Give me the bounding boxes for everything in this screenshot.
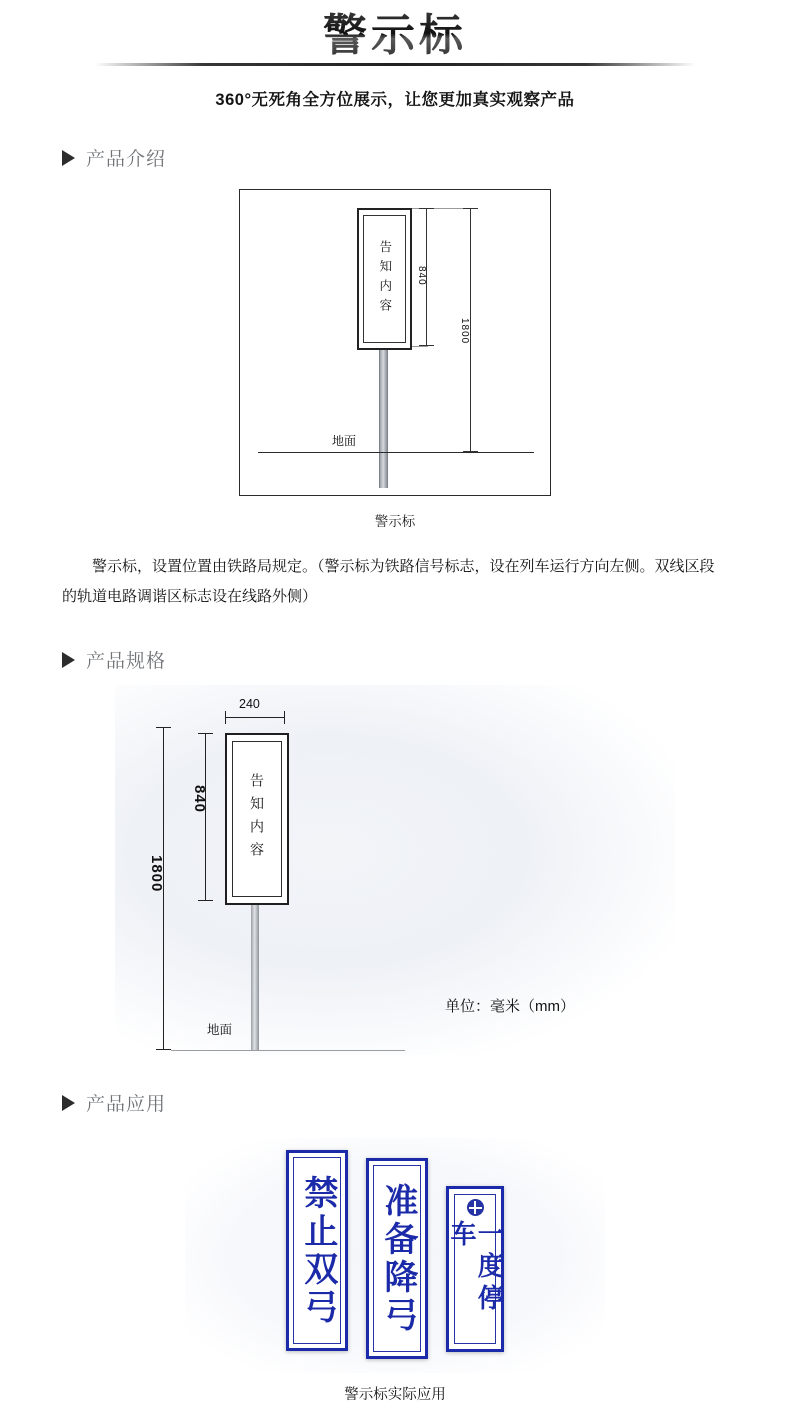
triangle-bullet-icon (62, 150, 75, 166)
figure-application-wrapper (0, 1138, 790, 1373)
ground-line (171, 1050, 405, 1051)
page-title: 警示标 (0, 10, 790, 62)
figure-application-caption: 警示标实际应用 (344, 1387, 446, 1403)
application-sign (366, 1158, 428, 1359)
dimension-label-1800: 1800 (459, 318, 470, 345)
application-sign-inner (293, 1157, 341, 1344)
figure-spec-diagram (115, 685, 675, 1055)
section-heading-spec (62, 646, 790, 673)
sign-board-text: 告知内容 (377, 240, 392, 318)
triangle-bullet-icon (62, 1095, 75, 1111)
figure-intro-diagram (239, 189, 551, 496)
section-heading-intro (62, 144, 790, 171)
dimension-label-1800: 1800 (148, 855, 165, 893)
figure-application-photo (185, 1138, 605, 1373)
section-heading-application (62, 1089, 790, 1116)
application-sign (286, 1150, 348, 1351)
figure-intro-caption: 警示标 (374, 514, 416, 529)
unit-label: 单位：毫米（mm） (445, 998, 575, 1015)
dimension-label-840: 840 (191, 785, 208, 814)
page-subtitle: 360°无死角全方位展示，让您更加真实观察产品 (215, 91, 575, 109)
sign-board (225, 733, 289, 905)
section-title-spec: 产品规格 (86, 651, 167, 672)
page-header (0, 0, 790, 72)
triangle-bullet-icon (62, 652, 75, 668)
dimension-line-840 (205, 733, 206, 901)
sign-board-text: 告知内容 (249, 773, 265, 865)
application-sign-inner (373, 1165, 421, 1352)
ground-label: 地面 (332, 434, 357, 448)
application-sign (446, 1186, 504, 1352)
header-divider (95, 63, 695, 66)
figure-intro-wrapper (0, 189, 790, 496)
cross-circle-icon (467, 1199, 484, 1216)
figure-spec-wrapper (0, 685, 790, 1055)
intro-paragraph: 警示标，设置位置由铁路局规定。（警示标为铁路信号标志，设在列车运行方向左侧。双线区段的轨道电路调谐区标志设在线路外侧） (62, 558, 715, 605)
dimension-label-840: 840 (416, 266, 427, 286)
dimension-line-1800 (470, 208, 471, 452)
application-sign-inner (447, 1194, 505, 1344)
sign-board-inner (232, 741, 282, 897)
ground-line (258, 452, 534, 453)
ground-label: 地面 (207, 1023, 233, 1037)
width-dimension-line (225, 717, 285, 718)
sign-board-inner (363, 215, 406, 343)
section-title-application: 产品应用 (86, 1094, 167, 1115)
section-title-intro: 产品介绍 (86, 149, 167, 170)
application-sign-text: 禁止双弓 (298, 1174, 337, 1327)
sign-board (357, 208, 412, 350)
width-dimension-label: 240 (239, 697, 260, 711)
application-sign-text: 一度停车 (447, 1220, 505, 1316)
application-sign-text: 准备降弓 (378, 1182, 417, 1335)
